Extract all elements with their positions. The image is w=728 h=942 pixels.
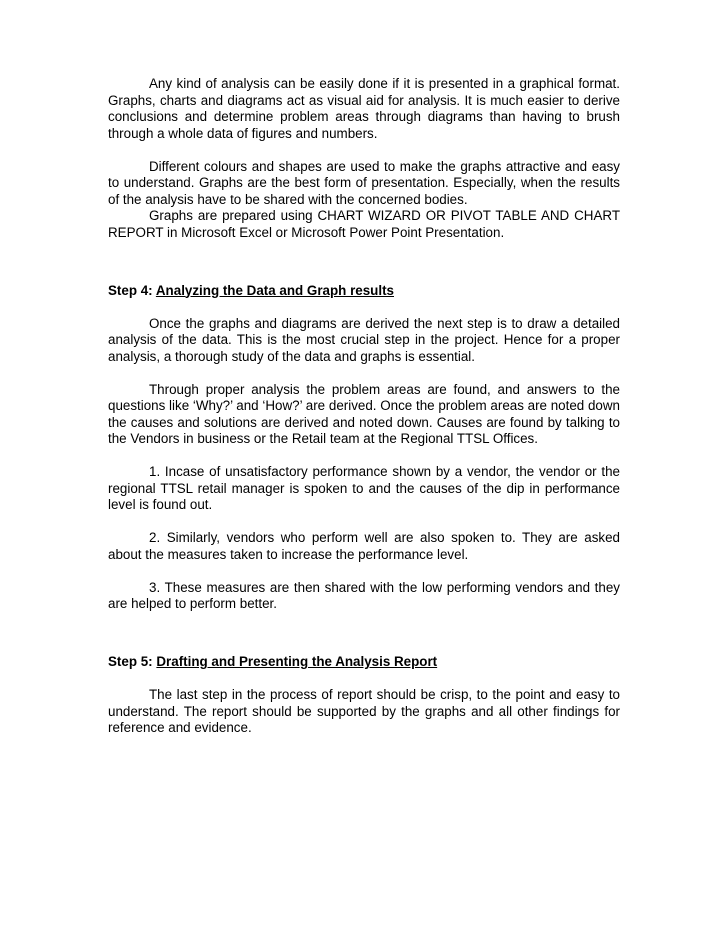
step-4-paragraph-2: Through proper analysis the problem areas are found, and answers to the questions like ‘Why?’ and ‘How?’ are derived. Once the problem areas are noted down the causes and solutions are derived and noted down. Causes are found by talking to the Vendors in business or the Retail team at the Regional TTSL Offices. — [108, 381, 620, 446]
intro-paragraph-1: Any kind of analysis can be easily done if it is presented in a graphical format. Graphs, charts and diagrams act as visual aid for analysis. It is much easier to derive conclusions and determine problem areas through diagrams than having to brush through a whole data of figures and numbers. — [108, 76, 620, 141]
step-4-heading — [108, 283, 620, 300]
spacer — [108, 299, 620, 316]
intro-paragraph-3: Graphs are prepared using CHART WIZARD OR PIVOT TABLE AND CHART REPORT in Microsoft Excel or Microsoft Power Point Presentation. — [108, 208, 620, 240]
spacer — [108, 638, 620, 655]
intro-paragraph-2: Different colours and shapes are used to make the graphs attractive and easy to understand. Graphs are the best form of presentation. Especially, when the results of the analysis have to be shared with the concerned bodies. — [108, 158, 620, 207]
step-4-list-item-1: 1. Incase of unsatisfactory performance shown by a vendor, the vendor or the regional TTSL retail manager is spoken to and the causes of the dip in performance level is found out. — [108, 464, 620, 512]
step-4-list-item-3: 3. These measures are then shared with the low performing vendors and they are helped to perform better. — [108, 579, 620, 611]
spacer — [108, 266, 620, 283]
spacer — [108, 142, 620, 159]
spacer — [108, 365, 620, 382]
spacer — [108, 563, 620, 580]
spacer — [108, 671, 620, 688]
document-page — [108, 76, 620, 737]
step-5-title: Drafting and Presenting the Analysis Report — [156, 654, 438, 669]
step-4-label: Step 4: — [108, 282, 153, 298]
step-5-heading — [108, 654, 620, 671]
step-5-paragraph-1: The last step in the process of report should be crisp, to the point and easy to understand. The report should be supported by the graphs and all other findings for reference and evidence. — [108, 687, 620, 735]
step-4-title: Analyzing the Data and Graph results — [155, 282, 394, 298]
step-4-list-item-2: 2. Similarly, vendors who perform well are also spoken to. They are asked about the measures taken to increase the performance level. — [108, 530, 620, 562]
step-5-label: Step 5: — [108, 654, 153, 669]
spacer — [108, 241, 620, 266]
spacer — [108, 514, 620, 531]
spacer — [108, 448, 620, 465]
spacer — [108, 613, 620, 638]
step-4-paragraph-1: Once the graphs and diagrams are derived the next step is to draw a detailed analysis of the data. This is the most crucial step in the project. Hence for a proper analysis, a thorough study of the data and graphs is essential. — [108, 315, 620, 364]
